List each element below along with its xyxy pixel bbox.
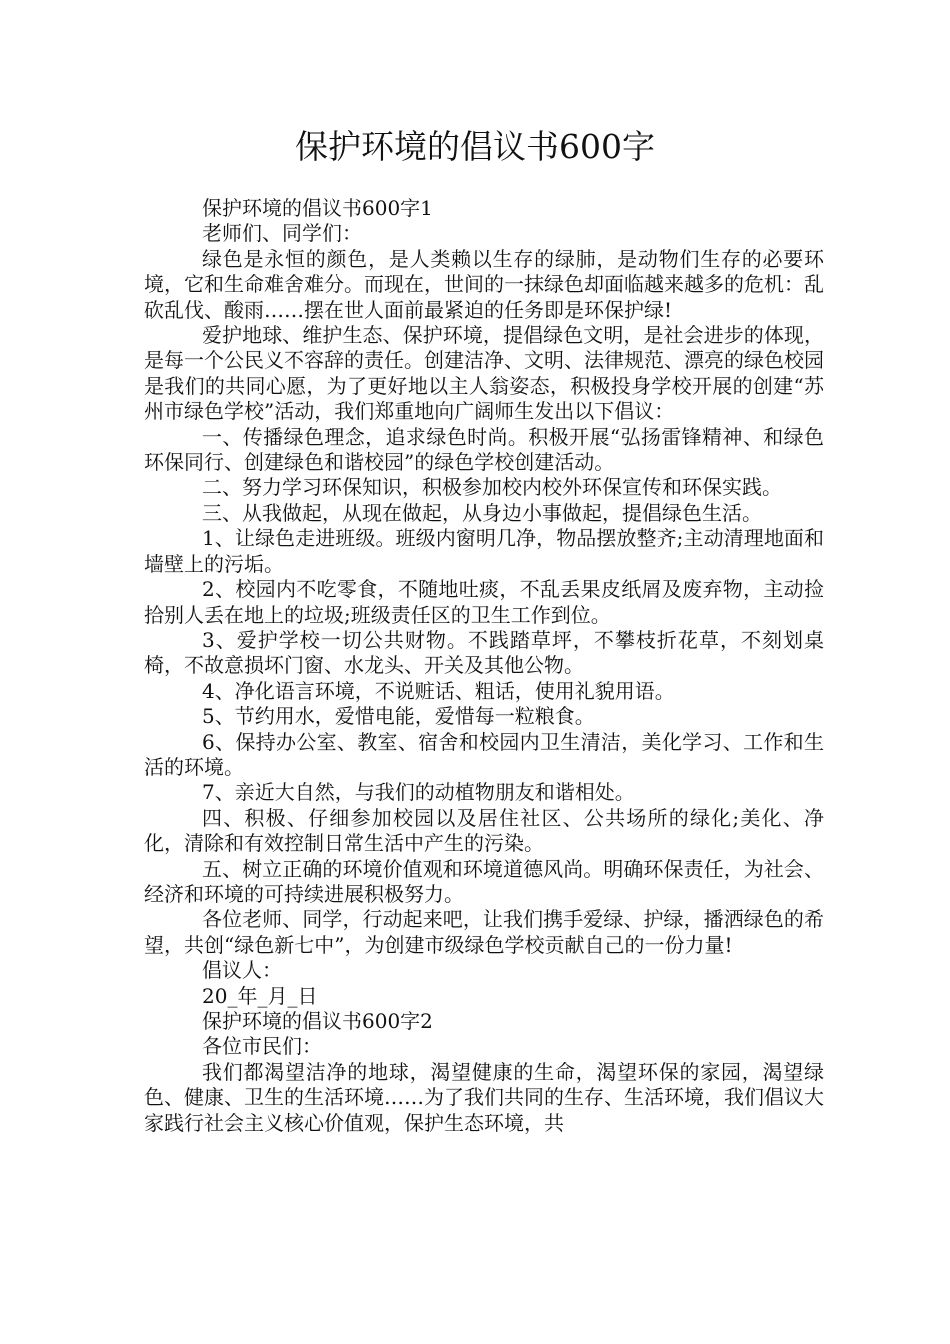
subitem-1: 1、让绿色走进班级。班级内窗明几净，物品摆放整齐;主动清理地面和墙壁上的污垢。 [144,526,824,576]
subitem-4: 4、净化语言环境，不说赃话、粗话，使用礼貌用语。 [202,678,675,703]
subheading-letter-1: 保护环境的倡议书600字1 [202,196,433,220]
paragraph-protect-earth: 爱护地球、维护生态、保护环境，提倡绿色文明，是社会进步的体现，是每一个公民义不容辞的责任。创建洁净、文明、法律规范、漂亮的绿色校园是我们的共同心愿，为了更好地以主人翁姿态，积极投身学校开展的创建“苏州市绿色学校”活动，我们郑重地向广阔师生发出以下倡议： [144,323,824,424]
subitem-3: 3、爱护学校一切公共财物。不践踏草坪，不攀枝折花草，不刻划桌椅，不故意损坏门窗、水龙头、开关及其他公物。 [144,627,824,678]
document-body [144,196,824,1136]
subheading-letter-2: 保护环境的倡议书600字2 [202,1009,433,1033]
proposal-item-4: 四、积极、仔细参加校园以及居住社区、公共场所的绿化;美化、净化，清除和有效控制日常生活中产生的污染。 [144,805,824,856]
proposal-item-2: 二、努力学习环保知识，积极参加校内校外环保宣传和环保实践。 [202,475,782,500]
proposal-item-1: 一、传播绿色理念，追求绿色时尚。积极开展“弘扬雷锋精神、和绿色环保同行、创建绿色和谐校园”的绿色学校创建活动。 [144,424,824,475]
subitem-2: 2、校园内不吃零食，不随地吐痰，不乱丢果皮纸屑及废弃物，主动捡拾别人丢在地上的垃圾;班级责任区的卫生工作到位。 [144,577,824,627]
paragraph-citizens-intro: 我们都渴望洁净的地球，渴望健康的生命，渴望环保的家园，渴望绿色、健康、卫生的生活环境……为了我们共同的生存、生活环境，我们倡议大家践行社会主义核心价值观，保护生态环境，共 [144,1059,824,1135]
document-title: 保护环境的倡议书600字 [295,127,655,166]
paragraph-green-intro: 绿色是永恒的颜色，是人类赖以生存的绿肺，是动物们生存的必要环境，它和生命难舍难分。而现在，世间的一抹绿色却面临越来越多的危机：乱砍乱伐、酸雨……摆在世人面前最紧迫的任务即是环保护绿! [144,246,824,322]
subitem-5: 5、节约用水，爱惜电能，爱惜每一粒粮食。 [202,704,595,729]
signature-label: 倡议人： [202,958,282,983]
salutation-teachers-students: 老师们、同学们： [202,221,362,246]
paragraph-closing-call: 各位老师、同学，行动起来吧，让我们携手爱绿、护绿，播洒绿色的希望，共创“绿色新七中”，为创建市级绿色学校贡献自己的一份力量! [144,907,824,957]
proposal-item-3: 三、从我做起，从现在做起，从身边小事做起，提倡绿色生活。 [202,500,762,525]
subitem-7: 7、亲近大自然，与我们的动植物朋友和谐相处。 [202,780,635,805]
proposal-item-5: 五、树立正确的环境价值观和环境道德风尚。明确环保责任，为社会、经济和环境的可持续进展积极努力。 [144,856,824,906]
date-line: 20_年_月_日 [202,983,318,1008]
subitem-6: 6、保持办公室、教室、宿舍和校园内卫生清洁，美化学习、工作和生活的环境。 [144,729,824,779]
salutation-citizens: 各位市民们： [202,1034,322,1059]
